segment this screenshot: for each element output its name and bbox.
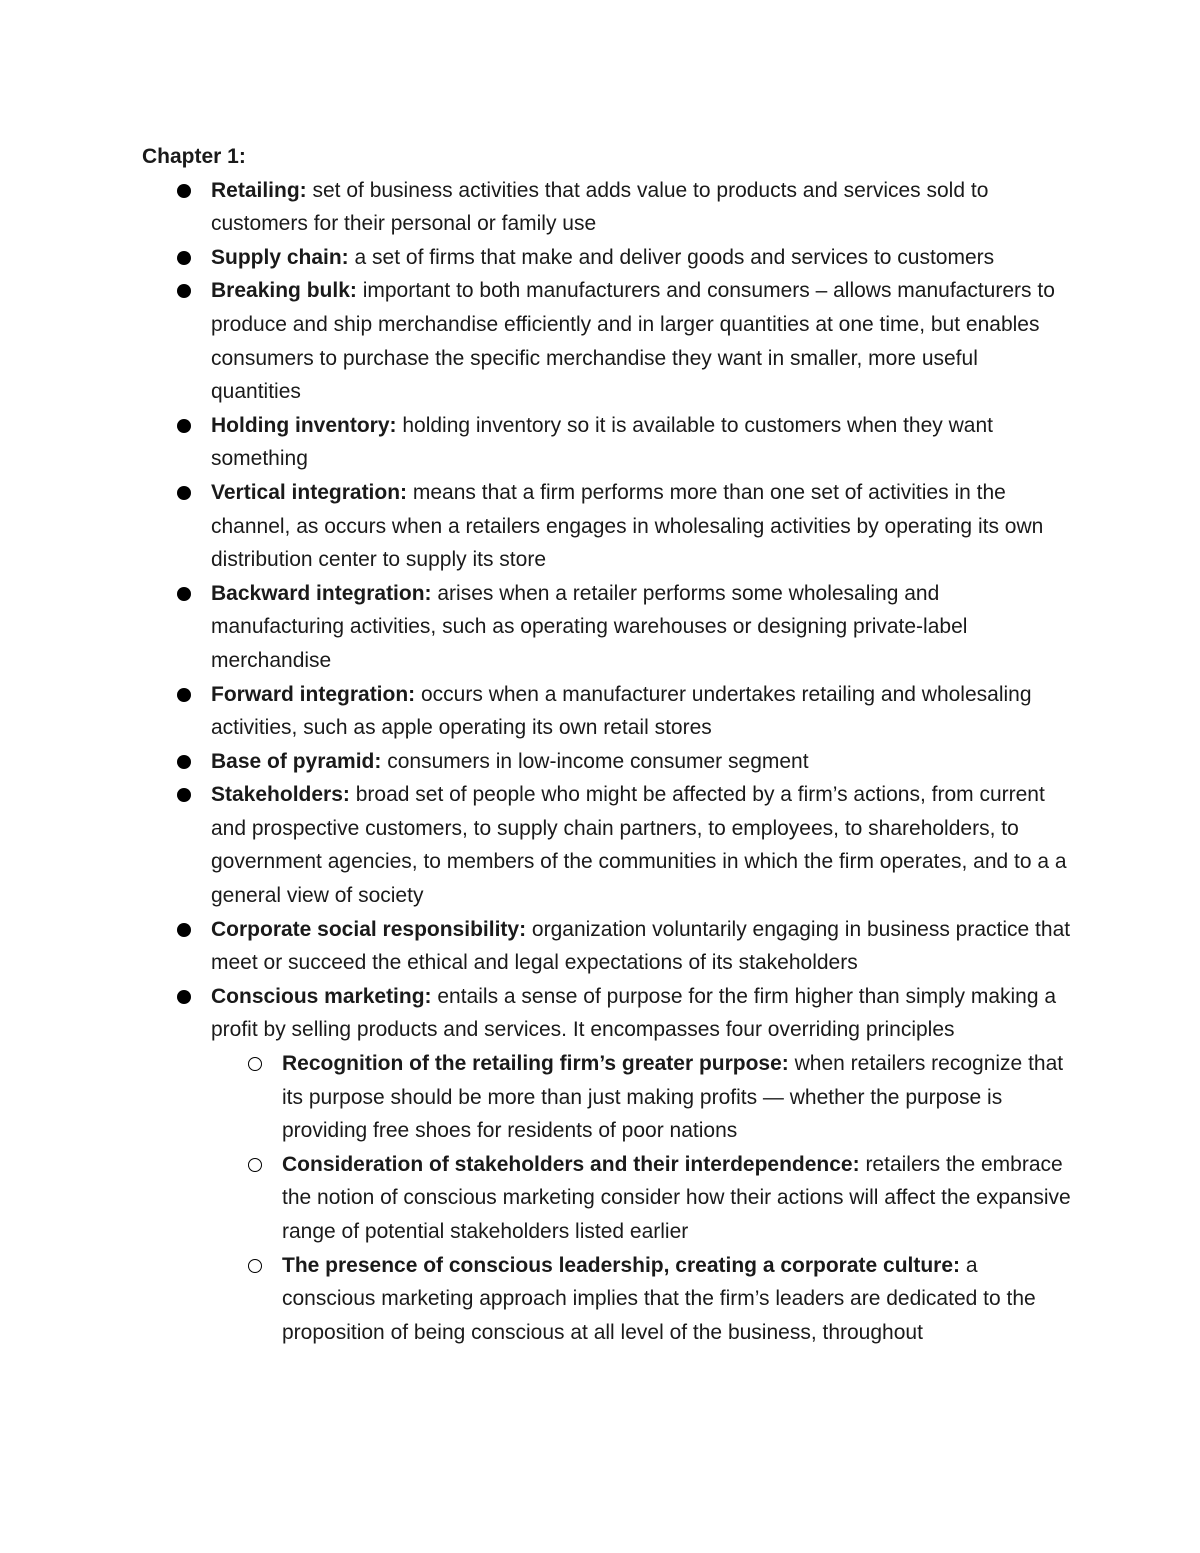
principle-item <box>211 1148 1072 1249</box>
filled-bullet-icon <box>177 251 191 265</box>
notes-content <box>142 140 1072 1349</box>
term-item <box>142 778 1072 912</box>
term-label: Retailing: <box>211 178 307 202</box>
filled-bullet-icon <box>177 788 191 802</box>
term-definition: a set of firms that make and deliver goods and services to customers <box>348 245 995 269</box>
term-definition: occurs when a manufacturer undertakes retailing and wholesaling activities, such as apple operating its own retail stores <box>211 682 1032 740</box>
term-definition: consumers in low-income consumer segment <box>381 749 809 773</box>
term-label: Backward integration: <box>211 581 432 605</box>
filled-bullet-icon <box>177 990 191 1004</box>
filled-bullet-icon <box>177 486 191 500</box>
term-label: Supply chain: <box>211 245 349 269</box>
term-definition: set of business activities that adds value to products and services sold to customers for their personal or family use <box>211 178 989 236</box>
chapter-heading: Chapter 1: <box>142 145 246 168</box>
term-definition: arises when a retailer performs some wholesaling and manufacturing activities, such as operating warehouses or designing private-label merchandise <box>211 581 968 672</box>
terms-list <box>142 174 1072 1350</box>
term-definition: important to both manufacturers and consumers – allows manufacturers to produce and ship merchandise efficiently and in larger quantities at one time, but enables consumers to purchase the specific merchandise they want in smaller, more useful quantities <box>211 279 1055 404</box>
filled-bullet-icon <box>177 284 191 298</box>
hollow-bullet-icon <box>248 1057 262 1071</box>
term-item <box>142 409 1072 476</box>
term-item <box>142 678 1072 745</box>
term-item <box>142 174 1072 241</box>
term-label: Breaking bulk: <box>211 279 357 303</box>
term-item <box>142 241 1072 275</box>
principle-definition: retailers the embrace the notion of conscious marketing consider how their actions will affect the expansive range of potential stakeholders listed earlier <box>282 1152 1071 1243</box>
term-definition: entails a sense of purpose for the firm higher than simply making a profit by selling products and services. It encompasses four overriding principles <box>211 984 1057 1042</box>
principle-item <box>211 1047 1072 1148</box>
principle-label: Consideration of stakeholders and their interdependence: <box>282 1152 860 1176</box>
principle-label: The presence of conscious leadership, creating a corporate culture: <box>282 1253 961 1277</box>
term-definition: means that a firm performs more than one set of activities in the channel, as occurs when a retailers engages in wholesaling activities by operating its own distribution center to supply its store <box>211 480 1044 572</box>
principle-definition: when retailers recognize that its purpose should be more than just making profits — whether the purpose is providing free shoes for residents of poor nations <box>282 1052 1064 1143</box>
term-definition: organization voluntarily engaging in business practice that meet or succeed the ethical and legal expectations of its stakeholders <box>211 917 1071 975</box>
term-definition: broad set of people who might be affected by a firm’s actions, from current and prospective customers, to supply chain partners, to employees, to shareholders, to government agencies, to members of the communities in which the firm operates, and to a a general view of society <box>211 783 1067 908</box>
term-label: Base of pyramid: <box>211 749 382 773</box>
term-label: Vertical integration: <box>211 480 408 504</box>
term-item <box>142 274 1072 408</box>
filled-bullet-icon <box>177 923 191 937</box>
filled-bullet-icon <box>177 688 191 702</box>
principle-label: Recognition of the retailing firm’s greater purpose: <box>282 1052 789 1076</box>
term-label: Forward integration: <box>211 682 416 706</box>
term-item <box>142 980 1072 1350</box>
term-label: Corporate social responsibility: <box>211 917 527 941</box>
principles-list <box>211 1047 1072 1349</box>
principle-item <box>211 1249 1072 1350</box>
filled-bullet-icon <box>177 755 191 769</box>
term-item <box>142 577 1072 678</box>
term-label: Conscious marketing: <box>211 984 432 1008</box>
term-item <box>142 476 1072 577</box>
term-item <box>142 913 1072 980</box>
hollow-bullet-icon <box>248 1158 262 1172</box>
term-label: Holding inventory: <box>211 413 397 437</box>
filled-bullet-icon <box>177 419 191 433</box>
hollow-bullet-icon <box>248 1259 262 1273</box>
filled-bullet-icon <box>177 184 191 198</box>
principle-definition: a conscious marketing approach implies that the firm’s leaders are dedicated to the proposition of being conscious at all level of the business, throughout <box>282 1253 1036 1344</box>
term-definition: holding inventory so it is available to customers when they want something <box>211 413 993 471</box>
term-item <box>142 745 1072 779</box>
term-label: Stakeholders: <box>211 783 350 807</box>
filled-bullet-icon <box>177 587 191 601</box>
